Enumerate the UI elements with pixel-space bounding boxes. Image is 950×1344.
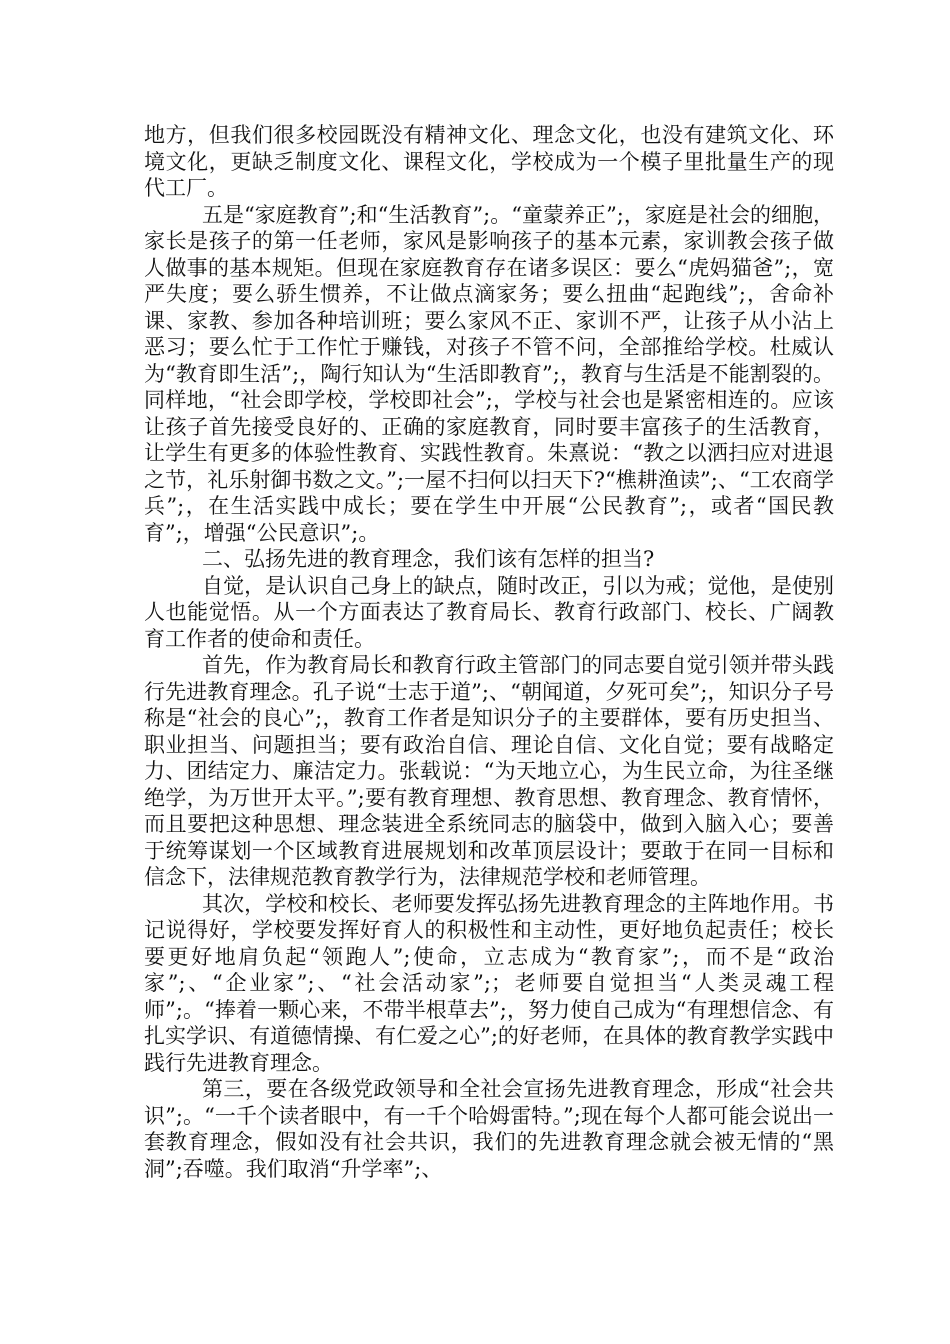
paragraph-family-education: 五是“家庭教育”;和“生活教育”;。“童蒙养正”;，家庭是社会的细胞，家长是孩子的第一任老师，家风是影响孩子的基本元素，家训教会孩子做人做事的基本规矩。但现在家庭教育存在诸多误区：要么“虎妈猫爸”;，宽严失度；要么骄生惯养，不让做点滴家务；要么扭曲“起跑线”;，舍命补课、家教、参加各种培训班；要么家风不正、家训不严，让孩子从小沾上恶习；要么忙于工作忙于赚钱，对孩子不管不问，全部推给学校。杜威认为“教育即生活”;，陶行知认为“生活即教育”;，教育与生活是不能割裂的。同样地，“社会即学校，学校即社会”;，学校与社会也是紧密相连的。应该让孩子首先接受良好的、正确的家庭教育，同时要丰富孩子的生活教育，让学生有更多的体验性教育、实践性教育。朱熹说：“教之以洒扫应对进退之节，礼乐射御书数之文。”;一屋不扫何以扫天下?“樵耕渔读”;、“工农商学兵”;，在生活实践中成长；要在学生中开展“公民教育”;，或者“国民教育”;，增强“公民意识”;。 — [144, 202, 834, 545]
section-heading-responsibility: 二、弘扬先进的教育理念，我们该有怎样的担当? — [202, 547, 655, 571]
document-page — [144, 122, 834, 1182]
paragraph-second-schools: 其次，学校和校长、老师要发挥弘扬先进教育理念的主阵地作用。书记说得好，学校要发挥好育人的积极性和主动性，更好地负起责任；校长要更好地肩负起“领跑人”;使命，立志成为“教育家”;，而不是“政治家”;、“企业家”;、“社会活动家”;；老师要自觉担当“人类灵魂工程师”;。“捧着一颗心来，不带半根草去”;，努力使自己成为“有理想信念、有扎实学识、有道德情操、有仁爱之心”;的好老师，在具体的教育教学实践中践行先进教育理念。 — [144, 891, 834, 1075]
paragraph-first-bureau: 首先，作为教育局长和教育行政主管部门的同志要自觉引领并带头践行先进教育理念。孔子说“士志于道”;、“朝闻道，夕死可矣”;，知识分子号称是“社会的良心”;，教育工作者是知识分子的主要群体，要有历史担当、职业担当、问题担当；要有政治自信、理论自信、文化自觉；要有战略定力、团结定力、廉洁定力。张载说：“为天地立心，为生民立命，为往圣继绝学，为万世开太平。”;要有教育理想、教育思想、教育理念、教育情怀，而且要把这种思想、理念装进全系统同志的脑袋中，做到入脑入心；要善于统筹谋划一个区域教育进展规划和改革顶层设计；要敢于在同一目标和信念下，法律规范教育教学行为，法律规范学校和老师管理。 — [144, 653, 834, 889]
paragraph-self-awareness: 自觉，是认识自己身上的缺点，随时改正，引以为戒；觉他，是使别人也能觉悟。从一个方面表达了教育局长、教育行政部门、校长、广阔教育工作者的使命和责任。 — [144, 573, 834, 651]
paragraph-third-consensus: 第三，要在各级党政领导和全社会宣扬先进教育理念，形成“社会共识”;。“一千个读者眼中，有一千个哈姆雷特。”;现在每个人都可能会说出一套教育理念，假如没有社会共识，我们的先进教育理念就会被无情的“黑洞”;吞噬。我们取消“升学率”;、 — [144, 1077, 834, 1181]
paragraph-school-culture-end: 地方，但我们很多校园既没有精神文化、理念文化，也没有建筑文化、环境文化，更缺乏制度文化、课程文化，学校成为一个模子里批量生产的现代工厂。 — [144, 123, 834, 200]
